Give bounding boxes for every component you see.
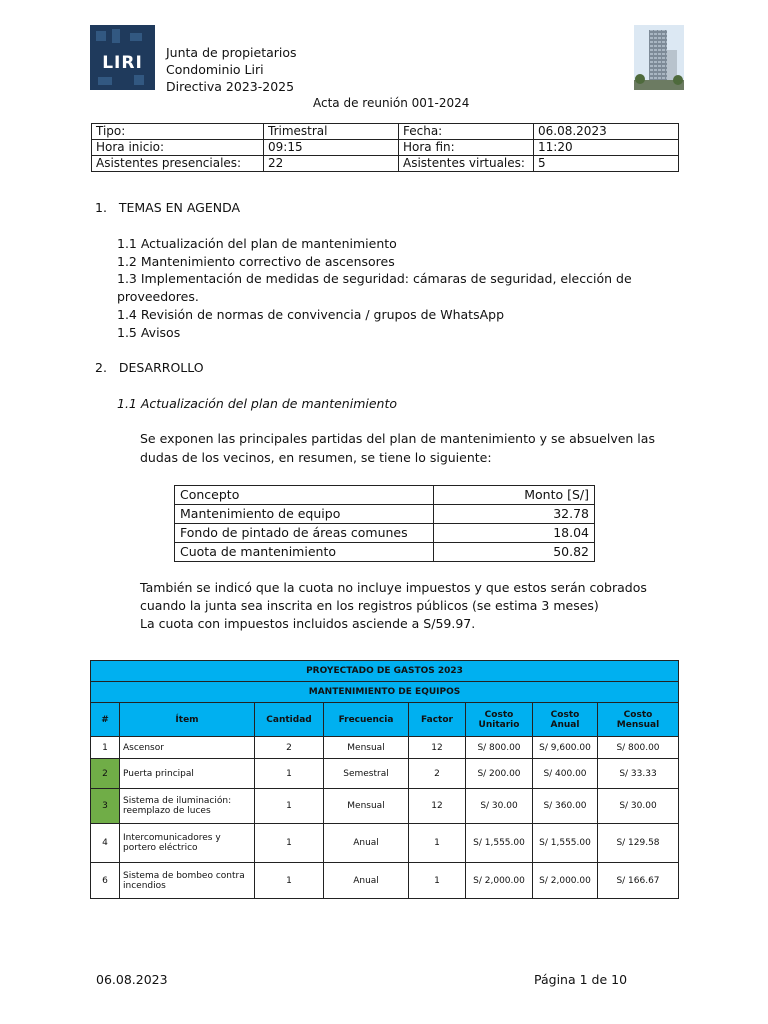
table-header-cell: # [91, 703, 120, 737]
table-cell: Puerta principal [120, 759, 255, 789]
paragraph-line: También se indicó que la cuota no incluye impuestos y que estos serán cobrados [140, 580, 647, 595]
page-number: Página 1 de 10 [534, 972, 628, 987]
table-row [92, 140, 679, 156]
tipo-label: Tipo: [92, 124, 264, 140]
table-row [175, 486, 595, 505]
table-row [91, 737, 679, 759]
table-cell: S/ 2,000.00 [466, 863, 533, 899]
desarrollo-subtitle: 1.1 Actualización del plan de mantenimiento [117, 396, 398, 411]
table-cell: Semestral [324, 759, 409, 789]
table-cell: Sistema de bombeo contra incendios [120, 863, 255, 899]
meeting-info-table [91, 123, 679, 172]
table-cell: 1 [255, 863, 324, 899]
table-cell: Cuota de mantenimiento [175, 543, 434, 562]
table-header-cell: Factor [409, 703, 466, 737]
table-cell: Mantenimiento de equipo [175, 505, 434, 524]
table-cell: 4 [91, 824, 120, 863]
table-cell: Mensual [324, 737, 409, 759]
table-cell: 2 [91, 759, 120, 789]
table-cell: Mensual [324, 789, 409, 824]
table-title-row [91, 661, 679, 682]
liri-logo [90, 25, 155, 90]
virtuales-value: 5 [534, 156, 679, 172]
table-header-cell: Concepto [175, 486, 434, 505]
table-cell: Intercomunicadores y portero eléctrico [120, 824, 255, 863]
table-cell: 3 [91, 789, 120, 824]
table-header-cell: Costo Unitario [466, 703, 533, 737]
building-image [634, 25, 684, 90]
table-subtitle-row [91, 682, 679, 703]
table-cell: S/ 30.00 [598, 789, 679, 824]
footer-date: 06.08.2023 [96, 972, 168, 987]
header-line-1: Junta de propietarios [166, 45, 297, 60]
table-cell: 18.04 [434, 524, 595, 543]
hora-fin-value: 11:20 [534, 140, 679, 156]
table-header-cell: Ítem [120, 703, 255, 737]
agenda-item: 1.3 Implementación de medidas de seguridad: cámaras de seguridad, elección de [117, 271, 632, 286]
agenda-item: 1.1 Actualización del plan de mantenimiento [117, 236, 397, 251]
hora-inicio-value: 09:15 [264, 140, 399, 156]
paragraph-line: La cuota con impuestos incluidos asciende a S/59.97. [140, 616, 476, 631]
table-cell: 2 [409, 759, 466, 789]
table-row [91, 863, 679, 899]
agenda-title: 1. TEMAS EN AGENDA [95, 200, 241, 215]
table-cell: S/ 800.00 [466, 737, 533, 759]
table-cell: Fondo de pintado de áreas comunes [175, 524, 434, 543]
table-header-cell: Cantidad [255, 703, 324, 737]
table-cell: 1 [91, 737, 120, 759]
table-cell: S/ 360.00 [533, 789, 598, 824]
table-header-row [91, 703, 679, 737]
table-row [91, 789, 679, 824]
hora-inicio-label: Hora inicio: [92, 140, 264, 156]
acta-title: Acta de reunión 001-2024 [313, 96, 470, 110]
table-header-cell: Monto [S/] [434, 486, 595, 505]
table-row [175, 524, 595, 543]
presenciales-value: 22 [264, 156, 399, 172]
table-cell: S/ 9,600.00 [533, 737, 598, 759]
table-cell: 32.78 [434, 505, 595, 524]
gastos-subtitle: MANTENIMIENTO DE EQUIPOS [91, 682, 679, 703]
table-cell: 1 [255, 759, 324, 789]
table-cell: 50.82 [434, 543, 595, 562]
paragraph-line: dudas de los vecinos, en resumen, se tiene lo siguiente: [140, 450, 492, 465]
table-cell: Sistema de iluminación: reemplazo de luces [120, 789, 255, 824]
table-header-cell: Costo Anual [533, 703, 598, 737]
table-row [92, 124, 679, 140]
table-cell: S/ 1,555.00 [466, 824, 533, 863]
table-row [175, 543, 595, 562]
table-cell: S/ 33.33 [598, 759, 679, 789]
logo-text: LIRI [102, 53, 143, 73]
fecha-label: Fecha: [399, 124, 534, 140]
table-cell: 1 [409, 863, 466, 899]
agenda-item: 1.4 Revisión de normas de convivencia / grupos de WhatsApp [117, 307, 504, 322]
agenda-item: proveedores. [117, 289, 199, 304]
table-row [91, 759, 679, 789]
agenda-item: 1.2 Mantenimiento correctivo de ascensores [117, 254, 395, 269]
table-row [92, 156, 679, 172]
table-cell: Anual [324, 824, 409, 863]
desarrollo-title: 2. DESARROLLO [95, 360, 204, 375]
document-header [166, 44, 297, 95]
table-row [175, 505, 595, 524]
presenciales-label: Asistentes presenciales: [92, 156, 264, 172]
table-cell: S/ 129.58 [598, 824, 679, 863]
table-cell: S/ 2,000.00 [533, 863, 598, 899]
table-cell: 2 [255, 737, 324, 759]
gastos-table [90, 660, 679, 899]
table-cell: 1 [255, 824, 324, 863]
table-cell: 1 [255, 789, 324, 824]
paragraph-line: Se exponen las principales partidas del plan de mantenimiento y se absuelven las [140, 431, 655, 446]
table-header-cell: Costo Mensual [598, 703, 679, 737]
gastos-title: PROYECTADO DE GASTOS 2023 [91, 661, 679, 682]
table-cell: 12 [409, 737, 466, 759]
hora-fin-label: Hora fin: [399, 140, 534, 156]
table-cell: Ascensor [120, 737, 255, 759]
table-header-cell: Frecuencia [324, 703, 409, 737]
table-cell: S/ 800.00 [598, 737, 679, 759]
table-cell: S/ 30.00 [466, 789, 533, 824]
table-cell: S/ 200.00 [466, 759, 533, 789]
table-cell: S/ 166.67 [598, 863, 679, 899]
agenda-item: 1.5 Avisos [117, 325, 181, 340]
table-cell: S/ 400.00 [533, 759, 598, 789]
table-cell: 1 [409, 824, 466, 863]
fecha-value: 06.08.2023 [534, 124, 679, 140]
table-cell: Anual [324, 863, 409, 899]
virtuales-label: Asistentes virtuales: [399, 156, 534, 172]
table-row [91, 824, 679, 863]
table-cell: 6 [91, 863, 120, 899]
monto-table [174, 485, 595, 562]
paragraph-line: cuando la junta sea inscrita en los registros públicos (se estima 3 meses) [140, 598, 599, 613]
header-line-3: Directiva 2023-2025 [166, 79, 295, 94]
table-cell: 12 [409, 789, 466, 824]
table-cell: S/ 1,555.00 [533, 824, 598, 863]
header-line-2: Condominio Liri [166, 62, 264, 77]
tipo-value: Trimestral [264, 124, 399, 140]
